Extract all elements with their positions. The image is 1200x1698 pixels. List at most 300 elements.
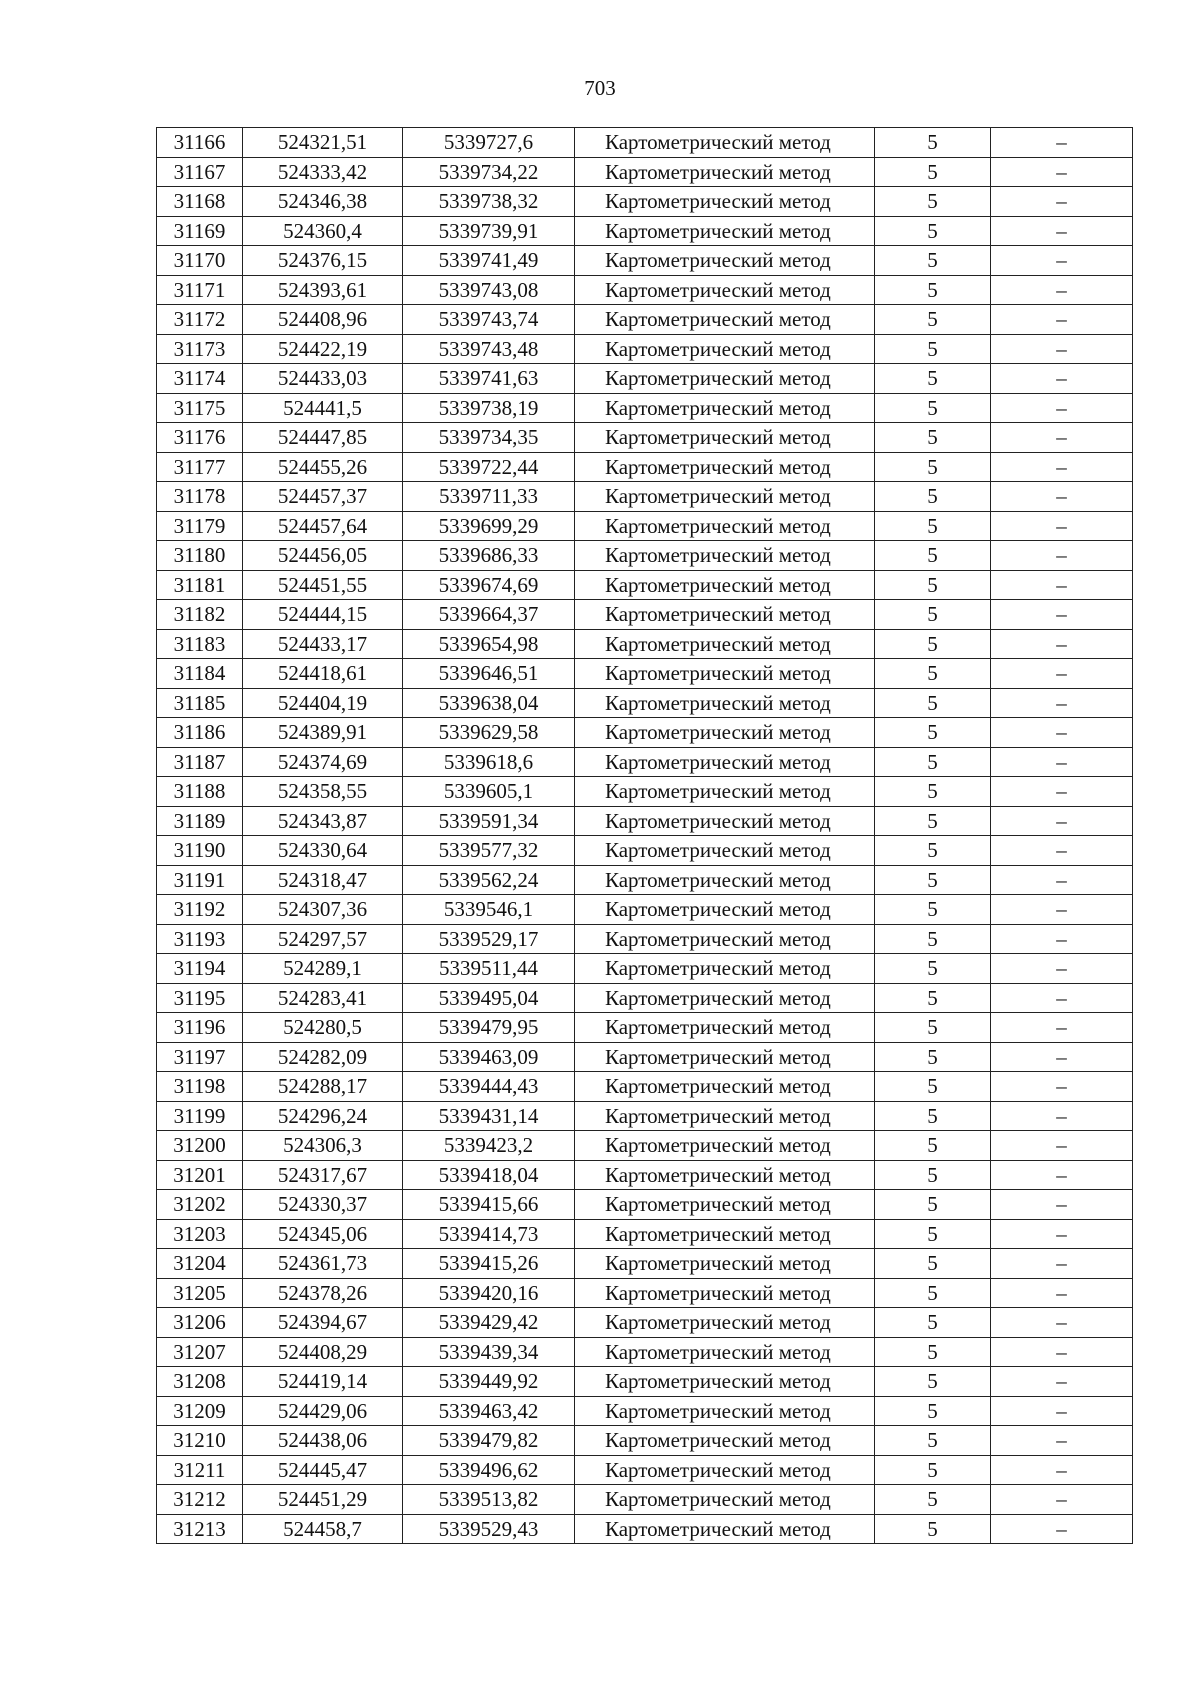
note-cell: – (991, 1367, 1133, 1397)
accuracy-cell: 5 (875, 600, 991, 630)
method-cell: Картометрический метод (575, 482, 875, 512)
point-number-cell: 31197 (157, 1042, 243, 1072)
x-coordinate-cell: 524422,19 (243, 334, 403, 364)
table-row (157, 334, 1133, 364)
point-number-cell: 31168 (157, 187, 243, 217)
note-cell: – (991, 1101, 1133, 1131)
accuracy-cell: 5 (875, 1219, 991, 1249)
point-number-cell: 31198 (157, 1072, 243, 1102)
note-cell: – (991, 393, 1133, 423)
accuracy-cell: 5 (875, 1485, 991, 1515)
y-coordinate-cell: 5339638,04 (403, 688, 575, 718)
method-cell: Картометрический метод (575, 747, 875, 777)
note-cell: – (991, 1042, 1133, 1072)
table-row (157, 1219, 1133, 1249)
accuracy-cell: 5 (875, 216, 991, 246)
accuracy-cell: 5 (875, 1278, 991, 1308)
y-coordinate-cell: 5339420,16 (403, 1278, 575, 1308)
accuracy-cell: 5 (875, 806, 991, 836)
point-number-cell: 31199 (157, 1101, 243, 1131)
accuracy-cell: 5 (875, 983, 991, 1013)
table-row (157, 157, 1133, 187)
accuracy-cell: 5 (875, 1013, 991, 1043)
x-coordinate-cell: 524447,85 (243, 423, 403, 453)
table-row (157, 246, 1133, 276)
x-coordinate-cell: 524330,64 (243, 836, 403, 866)
accuracy-cell: 5 (875, 924, 991, 954)
y-coordinate-cell: 5339513,82 (403, 1485, 575, 1515)
table-row (157, 364, 1133, 394)
y-coordinate-cell: 5339711,33 (403, 482, 575, 512)
point-number-cell: 31195 (157, 983, 243, 1013)
method-cell: Картометрический метод (575, 541, 875, 571)
accuracy-cell: 5 (875, 836, 991, 866)
x-coordinate-cell: 524441,5 (243, 393, 403, 423)
point-number-cell: 31176 (157, 423, 243, 453)
y-coordinate-cell: 5339734,35 (403, 423, 575, 453)
accuracy-cell: 5 (875, 1249, 991, 1279)
y-coordinate-cell: 5339463,42 (403, 1396, 575, 1426)
note-cell: – (991, 1219, 1133, 1249)
method-cell: Картометрический метод (575, 1396, 875, 1426)
x-coordinate-cell: 524451,55 (243, 570, 403, 600)
table-row (157, 777, 1133, 807)
note-cell: – (991, 1485, 1133, 1515)
note-cell: – (991, 1455, 1133, 1485)
y-coordinate-cell: 5339741,63 (403, 364, 575, 394)
note-cell: – (991, 659, 1133, 689)
point-number-cell: 31177 (157, 452, 243, 482)
method-cell: Картометрический метод (575, 688, 875, 718)
x-coordinate-cell: 524393,61 (243, 275, 403, 305)
method-cell: Картометрический метод (575, 1514, 875, 1544)
x-coordinate-cell: 524307,36 (243, 895, 403, 925)
y-coordinate-cell: 5339654,98 (403, 629, 575, 659)
y-coordinate-cell: 5339741,49 (403, 246, 575, 276)
y-coordinate-cell: 5339562,24 (403, 865, 575, 895)
x-coordinate-cell: 524361,73 (243, 1249, 403, 1279)
accuracy-cell: 5 (875, 1101, 991, 1131)
accuracy-cell: 5 (875, 423, 991, 453)
x-coordinate-cell: 524433,03 (243, 364, 403, 394)
x-coordinate-cell: 524280,5 (243, 1013, 403, 1043)
note-cell: – (991, 364, 1133, 394)
method-cell: Картометрический метод (575, 334, 875, 364)
accuracy-cell: 5 (875, 1367, 991, 1397)
method-cell: Картометрический метод (575, 511, 875, 541)
method-cell: Картометрический метод (575, 1249, 875, 1279)
point-number-cell: 31205 (157, 1278, 243, 1308)
y-coordinate-cell: 5339444,43 (403, 1072, 575, 1102)
y-coordinate-cell: 5339529,17 (403, 924, 575, 954)
point-number-cell: 31175 (157, 393, 243, 423)
method-cell: Картометрический метод (575, 1219, 875, 1249)
y-coordinate-cell: 5339722,44 (403, 452, 575, 482)
table-row (157, 806, 1133, 836)
method-cell: Картометрический метод (575, 836, 875, 866)
x-coordinate-cell: 524283,41 (243, 983, 403, 1013)
point-number-cell: 31182 (157, 600, 243, 630)
x-coordinate-cell: 524358,55 (243, 777, 403, 807)
table-row (157, 511, 1133, 541)
table-row (157, 983, 1133, 1013)
point-number-cell: 31208 (157, 1367, 243, 1397)
note-cell: – (991, 1160, 1133, 1190)
x-coordinate-cell: 524296,24 (243, 1101, 403, 1131)
point-number-cell: 31171 (157, 275, 243, 305)
x-coordinate-cell: 524345,06 (243, 1219, 403, 1249)
x-coordinate-cell: 524418,61 (243, 659, 403, 689)
x-coordinate-cell: 524318,47 (243, 865, 403, 895)
note-cell: – (991, 305, 1133, 335)
y-coordinate-cell: 5339414,73 (403, 1219, 575, 1249)
point-number-cell: 31196 (157, 1013, 243, 1043)
method-cell: Картометрический метод (575, 1131, 875, 1161)
method-cell: Картометрический метод (575, 246, 875, 276)
note-cell: – (991, 836, 1133, 866)
note-cell: – (991, 1013, 1133, 1043)
x-coordinate-cell: 524456,05 (243, 541, 403, 571)
point-number-cell: 31213 (157, 1514, 243, 1544)
y-coordinate-cell: 5339743,08 (403, 275, 575, 305)
x-coordinate-cell: 524374,69 (243, 747, 403, 777)
table-row (157, 1514, 1133, 1544)
table-row (157, 393, 1133, 423)
note-cell: – (991, 806, 1133, 836)
point-number-cell: 31202 (157, 1190, 243, 1220)
accuracy-cell: 5 (875, 1072, 991, 1102)
accuracy-cell: 5 (875, 1514, 991, 1544)
x-coordinate-cell: 524389,91 (243, 718, 403, 748)
y-coordinate-cell: 5339699,29 (403, 511, 575, 541)
method-cell: Картометрический метод (575, 659, 875, 689)
accuracy-cell: 5 (875, 393, 991, 423)
method-cell: Картометрический метод (575, 1278, 875, 1308)
table-row (157, 275, 1133, 305)
method-cell: Картометрический метод (575, 452, 875, 482)
point-number-cell: 31184 (157, 659, 243, 689)
accuracy-cell: 5 (875, 334, 991, 364)
y-coordinate-cell: 5339495,04 (403, 983, 575, 1013)
note-cell: – (991, 1396, 1133, 1426)
point-number-cell: 31211 (157, 1455, 243, 1485)
y-coordinate-cell: 5339479,95 (403, 1013, 575, 1043)
note-cell: – (991, 452, 1133, 482)
note-cell: – (991, 718, 1133, 748)
accuracy-cell: 5 (875, 659, 991, 689)
method-cell: Картометрический метод (575, 128, 875, 158)
point-number-cell: 31207 (157, 1337, 243, 1367)
note-cell: – (991, 1337, 1133, 1367)
y-coordinate-cell: 5339577,32 (403, 836, 575, 866)
accuracy-cell: 5 (875, 865, 991, 895)
note-cell: – (991, 777, 1133, 807)
method-cell: Картометрический метод (575, 777, 875, 807)
note-cell: – (991, 1514, 1133, 1544)
note-cell: – (991, 1072, 1133, 1102)
point-number-cell: 31181 (157, 570, 243, 600)
y-coordinate-cell: 5339529,43 (403, 1514, 575, 1544)
coordinates-table-body (157, 128, 1133, 1544)
x-coordinate-cell: 524346,38 (243, 187, 403, 217)
x-coordinate-cell: 524376,15 (243, 246, 403, 276)
x-coordinate-cell: 524429,06 (243, 1396, 403, 1426)
method-cell: Картометрический метод (575, 1455, 875, 1485)
y-coordinate-cell: 5339618,6 (403, 747, 575, 777)
accuracy-cell: 5 (875, 482, 991, 512)
accuracy-cell: 5 (875, 747, 991, 777)
note-cell: – (991, 1278, 1133, 1308)
table-row (157, 187, 1133, 217)
method-cell: Картометрический метод (575, 1485, 875, 1515)
y-coordinate-cell: 5339463,09 (403, 1042, 575, 1072)
method-cell: Картометрический метод (575, 1101, 875, 1131)
method-cell: Картометрический метод (575, 570, 875, 600)
x-coordinate-cell: 524433,17 (243, 629, 403, 659)
page-number: 703 (584, 76, 616, 100)
note-cell: – (991, 275, 1133, 305)
accuracy-cell: 5 (875, 1396, 991, 1426)
method-cell: Картометрический метод (575, 954, 875, 984)
table-row (157, 1367, 1133, 1397)
point-number-cell: 31188 (157, 777, 243, 807)
table-row (157, 865, 1133, 895)
accuracy-cell: 5 (875, 718, 991, 748)
accuracy-cell: 5 (875, 629, 991, 659)
x-coordinate-cell: 524288,17 (243, 1072, 403, 1102)
method-cell: Картометрический метод (575, 1072, 875, 1102)
accuracy-cell: 5 (875, 305, 991, 335)
table-row (157, 895, 1133, 925)
accuracy-cell: 5 (875, 187, 991, 217)
table-row (157, 1426, 1133, 1456)
table-row (157, 659, 1133, 689)
note-cell: – (991, 216, 1133, 246)
x-coordinate-cell: 524404,19 (243, 688, 403, 718)
accuracy-cell: 5 (875, 1042, 991, 1072)
y-coordinate-cell: 5339734,22 (403, 157, 575, 187)
note-cell: – (991, 895, 1133, 925)
y-coordinate-cell: 5339429,42 (403, 1308, 575, 1338)
method-cell: Картометрический метод (575, 600, 875, 630)
y-coordinate-cell: 5339674,69 (403, 570, 575, 600)
x-coordinate-cell: 524419,14 (243, 1367, 403, 1397)
point-number-cell: 31203 (157, 1219, 243, 1249)
note-cell: – (991, 482, 1133, 512)
accuracy-cell: 5 (875, 1160, 991, 1190)
method-cell: Картометрический метод (575, 1308, 875, 1338)
note-cell: – (991, 334, 1133, 364)
note-cell: – (991, 865, 1133, 895)
y-coordinate-cell: 5339449,92 (403, 1367, 575, 1397)
point-number-cell: 31166 (157, 128, 243, 158)
table-row (157, 1337, 1133, 1367)
x-coordinate-cell: 524306,3 (243, 1131, 403, 1161)
point-number-cell: 31201 (157, 1160, 243, 1190)
point-number-cell: 31185 (157, 688, 243, 718)
y-coordinate-cell: 5339415,66 (403, 1190, 575, 1220)
point-number-cell: 31193 (157, 924, 243, 954)
y-coordinate-cell: 5339738,19 (403, 393, 575, 423)
method-cell: Картометрический метод (575, 1042, 875, 1072)
method-cell: Картометрический метод (575, 275, 875, 305)
table-row (157, 1013, 1133, 1043)
point-number-cell: 31191 (157, 865, 243, 895)
note-cell: – (991, 541, 1133, 571)
note-cell: – (991, 1308, 1133, 1338)
y-coordinate-cell: 5339431,14 (403, 1101, 575, 1131)
note-cell: – (991, 423, 1133, 453)
accuracy-cell: 5 (875, 570, 991, 600)
table-row (157, 1308, 1133, 1338)
x-coordinate-cell: 524317,67 (243, 1160, 403, 1190)
point-number-cell: 31190 (157, 836, 243, 866)
accuracy-cell: 5 (875, 895, 991, 925)
x-coordinate-cell: 524444,15 (243, 600, 403, 630)
table-row (157, 629, 1133, 659)
x-coordinate-cell: 524455,26 (243, 452, 403, 482)
method-cell: Картометрический метод (575, 1426, 875, 1456)
method-cell: Картометрический метод (575, 718, 875, 748)
table-row (157, 1190, 1133, 1220)
method-cell: Картометрический метод (575, 1190, 875, 1220)
y-coordinate-cell: 5339743,48 (403, 334, 575, 364)
table-row (157, 1042, 1133, 1072)
y-coordinate-cell: 5339496,62 (403, 1455, 575, 1485)
point-number-cell: 31209 (157, 1396, 243, 1426)
method-cell: Картометрический метод (575, 629, 875, 659)
note-cell: – (991, 1249, 1133, 1279)
accuracy-cell: 5 (875, 157, 991, 187)
note-cell: – (991, 924, 1133, 954)
table-row (157, 1131, 1133, 1161)
point-number-cell: 31167 (157, 157, 243, 187)
note-cell: – (991, 983, 1133, 1013)
point-number-cell: 31192 (157, 895, 243, 925)
point-number-cell: 31206 (157, 1308, 243, 1338)
y-coordinate-cell: 5339629,58 (403, 718, 575, 748)
table-row (157, 1160, 1133, 1190)
accuracy-cell: 5 (875, 128, 991, 158)
point-number-cell: 31210 (157, 1426, 243, 1456)
method-cell: Картометрический метод (575, 1013, 875, 1043)
x-coordinate-cell: 524458,7 (243, 1514, 403, 1544)
accuracy-cell: 5 (875, 452, 991, 482)
method-cell: Картометрический метод (575, 895, 875, 925)
note-cell: – (991, 187, 1133, 217)
point-number-cell: 31183 (157, 629, 243, 659)
x-coordinate-cell: 524297,57 (243, 924, 403, 954)
point-number-cell: 31186 (157, 718, 243, 748)
y-coordinate-cell: 5339511,44 (403, 954, 575, 984)
point-number-cell: 31179 (157, 511, 243, 541)
table-row (157, 570, 1133, 600)
y-coordinate-cell: 5339739,91 (403, 216, 575, 246)
y-coordinate-cell: 5339415,26 (403, 1249, 575, 1279)
note-cell: – (991, 1190, 1133, 1220)
point-number-cell: 31204 (157, 1249, 243, 1279)
accuracy-cell: 5 (875, 1426, 991, 1456)
table-row (157, 1396, 1133, 1426)
accuracy-cell: 5 (875, 954, 991, 984)
method-cell: Картометрический метод (575, 924, 875, 954)
table-row (157, 954, 1133, 984)
note-cell: – (991, 246, 1133, 276)
y-coordinate-cell: 5339439,34 (403, 1337, 575, 1367)
note-cell: – (991, 688, 1133, 718)
accuracy-cell: 5 (875, 688, 991, 718)
method-cell: Картометрический метод (575, 1337, 875, 1367)
accuracy-cell: 5 (875, 541, 991, 571)
method-cell: Картометрический метод (575, 423, 875, 453)
point-number-cell: 31173 (157, 334, 243, 364)
x-coordinate-cell: 524438,06 (243, 1426, 403, 1456)
x-coordinate-cell: 524408,29 (243, 1337, 403, 1367)
x-coordinate-cell: 524445,47 (243, 1455, 403, 1485)
x-coordinate-cell: 524408,96 (243, 305, 403, 335)
accuracy-cell: 5 (875, 1308, 991, 1338)
y-coordinate-cell: 5339605,1 (403, 777, 575, 807)
note-cell: – (991, 629, 1133, 659)
y-coordinate-cell: 5339738,32 (403, 187, 575, 217)
table-row (157, 1249, 1133, 1279)
table-row (157, 452, 1133, 482)
note-cell: – (991, 747, 1133, 777)
x-coordinate-cell: 524321,51 (243, 128, 403, 158)
accuracy-cell: 5 (875, 246, 991, 276)
x-coordinate-cell: 524289,1 (243, 954, 403, 984)
y-coordinate-cell: 5339743,74 (403, 305, 575, 335)
y-coordinate-cell: 5339479,82 (403, 1426, 575, 1456)
method-cell: Картометрический метод (575, 187, 875, 217)
table-row (157, 541, 1133, 571)
point-number-cell: 31200 (157, 1131, 243, 1161)
point-number-cell: 31169 (157, 216, 243, 246)
note-cell: – (991, 1426, 1133, 1456)
y-coordinate-cell: 5339423,2 (403, 1131, 575, 1161)
table-row (157, 423, 1133, 453)
accuracy-cell: 5 (875, 1455, 991, 1485)
table-row (157, 1485, 1133, 1515)
point-number-cell: 31174 (157, 364, 243, 394)
method-cell: Картометрический метод (575, 1160, 875, 1190)
table-row (157, 1101, 1133, 1131)
table-row (157, 718, 1133, 748)
method-cell: Картометрический метод (575, 393, 875, 423)
table-row (157, 688, 1133, 718)
table-row (157, 747, 1133, 777)
point-number-cell: 31187 (157, 747, 243, 777)
note-cell: – (991, 157, 1133, 187)
accuracy-cell: 5 (875, 1190, 991, 1220)
x-coordinate-cell: 524282,09 (243, 1042, 403, 1072)
accuracy-cell: 5 (875, 364, 991, 394)
accuracy-cell: 5 (875, 1337, 991, 1367)
accuracy-cell: 5 (875, 777, 991, 807)
table-row (157, 305, 1133, 335)
point-number-cell: 31212 (157, 1485, 243, 1515)
table-row (157, 600, 1133, 630)
y-coordinate-cell: 5339591,34 (403, 806, 575, 836)
x-coordinate-cell: 524343,87 (243, 806, 403, 836)
method-cell: Картометрический метод (575, 865, 875, 895)
method-cell: Картометрический метод (575, 305, 875, 335)
method-cell: Картометрический метод (575, 983, 875, 1013)
x-coordinate-cell: 524457,37 (243, 482, 403, 512)
point-number-cell: 31180 (157, 541, 243, 571)
x-coordinate-cell: 524378,26 (243, 1278, 403, 1308)
table-row (157, 1455, 1133, 1485)
